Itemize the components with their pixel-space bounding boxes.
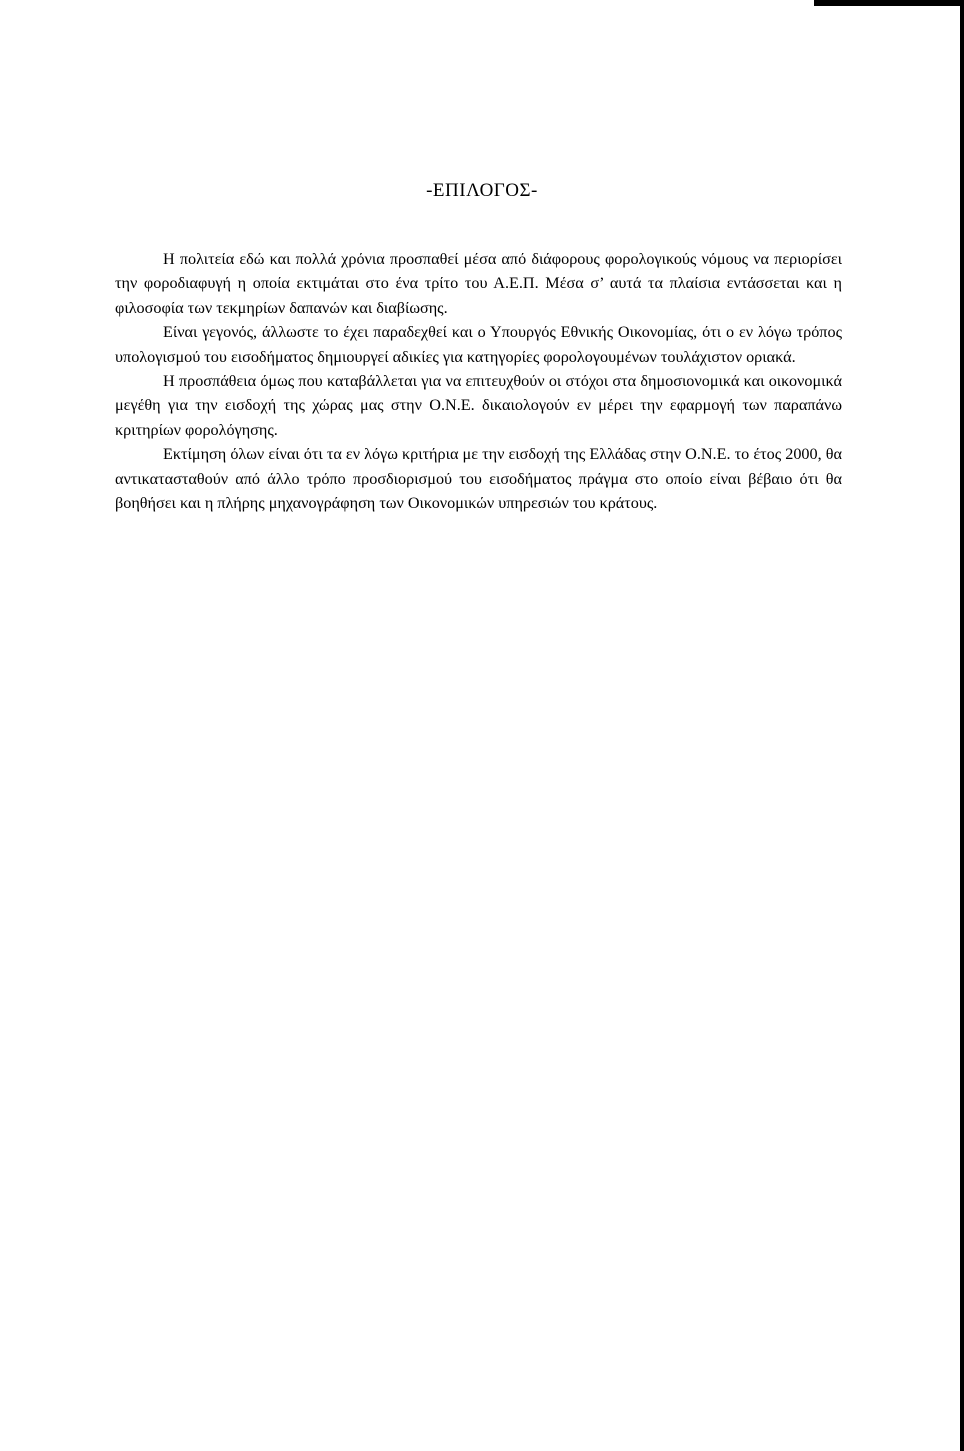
paragraph-3: Η προσπάθεια όμως που καταβάλλεται για να επιτευχθούν οι στόχοι στα δημοσιονομικά και οικονομικά μεγέθη για την εισδοχή της χώρας μας στην Ο.Ν.Ε. δικαιολογούν εν μέρει την εφαρμογή των παραπάνω κριτηρίων φορολόγησης.: [115, 372, 842, 439]
paragraph-4: Εκτίμηση όλων είναι ότι τα εν λόγω κριτήρια με την εισδοχή της Ελλάδας στην Ο.Ν.Ε. το έτος 2000, θα αντικατασταθούν από άλλο τρόπο προσδιορισμού του εισοδήματος πράγμα στο οποίο είναι βέβαιο ότι θα βοηθήσει και η πλήρης μηχανογράφηση των Οικονομικών υπηρεσιών του κράτους.: [115, 445, 842, 513]
paragraph-2: Είναι γεγονός, άλλωστε το έχει παραδεχθεί και ο Υπουργός Εθνικής Οικονομίας, ότι ο εν λόγω τρόπος υπολογισμού του εισοδήματος δημιουργεί αδικίες για κατηγορίες φορολογουμένων τουλάχιστον οριακά.: [115, 323, 842, 366]
paragraph-1: Η πολιτεία εδώ και πολλά χρόνια προσπαθεί μέσα από διάφορους φορολογικούς νόμους να περιορίσει την φοροδιαφυγή η οποία εκτιμάται στο ένα τρίτο του Α.Ε.Π. Μέσα σ’ αυτά τα πλαίσια εντάσσεται και η φιλοσοφία των τεκμηρίων δαπανών και διαβίωσης.: [115, 250, 842, 317]
page-title: -ΕΠΙΛΟΓΟΣ-: [426, 180, 538, 201]
epilogue-body: [115, 247, 842, 515]
scan-border-right: [960, 0, 964, 1451]
scan-border-top: [814, 0, 964, 6]
